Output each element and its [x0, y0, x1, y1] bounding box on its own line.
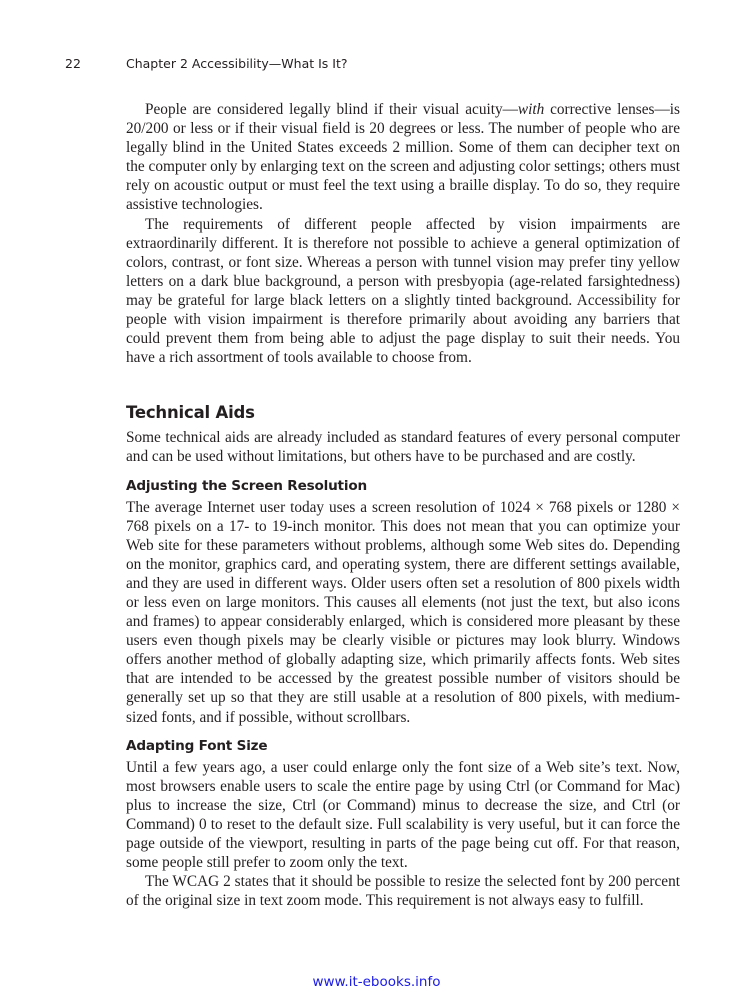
page-body [126, 100, 680, 910]
subheading-screen-resolution: Adjusting the Screen Resolution [126, 477, 367, 494]
technical-aids-paragraph: Some technical aids are already included as standard features of every personal computer and can be used without limitations, but others have to be purchased and are costly. [126, 429, 680, 466]
section-heading-technical-aids: Technical Aids [126, 403, 255, 423]
intro-paragraph-2: The requirements of different people affected by vision impairments are extraordinarily different. It is therefore not possible to achieve a general optimization of colors, contrast, or font size. Whereas a person with tunnel vision may prefer tiny yellow letters on a dark blue background, a person with presbyopia (age-related farsightedness) may be grateful for large black letters on a slightly tinted background. Accessibility for people with vision impairment is therefore primarily about avoiding any barriers that could prevent them from being able to adjust the page display to suit their needs. You have a rich assortment of tools available to choose from. [126, 215, 680, 367]
screen-resolution-paragraph: The average Internet user today uses a screen resolution of 1024 × 768 pixels or 1280 × 768 pixels on a 17- to 19-inch monitor. This does not mean that you can optimize your Web site for these parameters without problems, although some Web sites do. Depending on the monitor, graphics card, and operating system, there are different settings available, and they are used in different ways. Older users often set a resolution of 800 pixels width or less even on large monitors. This causes all elements (not just the text, but also icons and frames) to appear considerably enlarged, which is considered more pleasant by these users even though pixels may be clearly visible or pictures may look blurry. Windows offers another method of globally adapting size, which primarily affects fonts. Web sites that are intended to be accessed by the greatest possible number of visitors should be generally set up so that they are still usable at a resolution of 800 pixels, with medium-sized fonts, and if possible, without scrollbars. [126, 498, 680, 726]
emphasis-with: with [517, 101, 545, 118]
font-size-paragraph-2: The WCAG 2 states that it should be possible to resize the selected font by 200 percent of the original size in text zoom mode. This requirement is not always easy to fulfill. [126, 873, 680, 910]
page-number: 22 [65, 56, 81, 71]
intro-paragraph-1: People are considered legally blind if their visual acuity—with corrective lenses—is 20/200 or less or if their visual field is 20 degrees or less. The number of people who are legally blind in the United States exceeds 2 million. Some of them can decipher text on the computer only by enlarging text on the screen and adjusting color settings; others must rely on acoustic output or must feel the text using a braille display. To do so, they require assistive technologies. [126, 101, 680, 214]
chapter-title: Chapter 2 Accessibility—What Is It? [126, 56, 348, 71]
footer-website-link[interactable]: www.it-ebooks.info [312, 974, 441, 990]
subheading-font-size: Adapting Font Size [126, 737, 268, 754]
font-size-paragraph-1: Until a few years ago, a user could enlarge only the font size of a Web site’s text. Now, most browsers enable users to scale the entire page by using Ctrl (or Command for Mac) plus to increase the size, Ctrl (or Command) minus to decrease the size, and Ctrl (or Command) 0 to reset to the default size. Full scalability is very useful, but it can force the page outside of the viewport, resulting in parts of the page being cut off. For that reason, some people still prefer to zoom only the text. [126, 758, 680, 872]
running-header [0, 54, 753, 76]
